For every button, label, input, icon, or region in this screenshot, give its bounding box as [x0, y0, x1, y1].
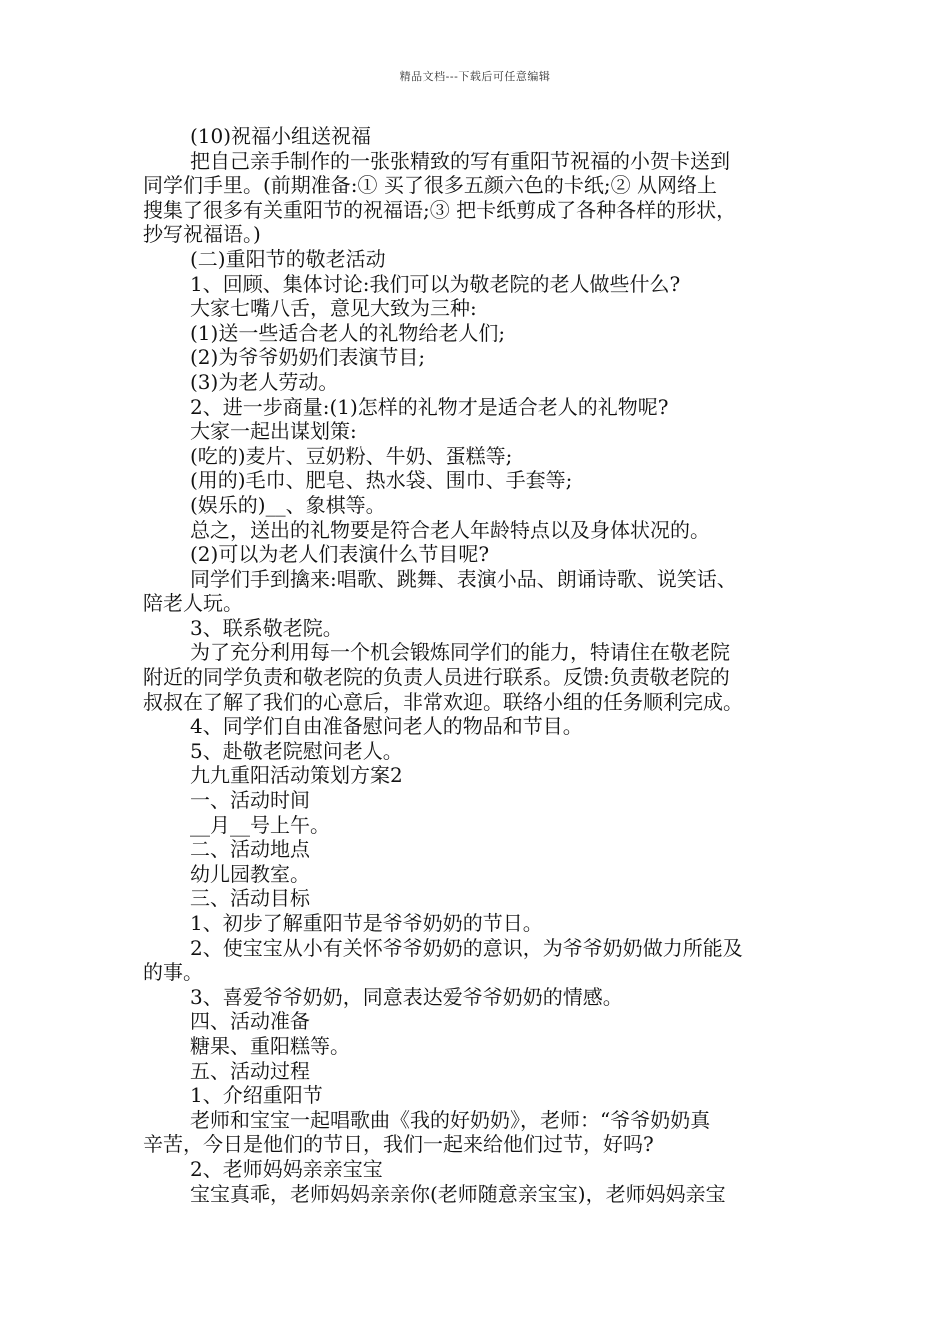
- text-line: 老师和宝宝一起唱歌曲《我的好奶奶》，老师：“爷爷奶奶真: [190, 1107, 711, 1132]
- text-line: 3、联系敬老院。: [190, 615, 343, 640]
- text-line: 5、赴敬老院慰问老人。: [190, 738, 403, 763]
- text-line: (2)可以为老人们表演什么节目呢?: [190, 542, 490, 567]
- text-line: 五、活动过程: [190, 1058, 310, 1083]
- text-line: __月__号上午。: [190, 812, 330, 837]
- text-line: 三、活动目标: [190, 886, 310, 911]
- text-line: 糖果、重阳糕等。: [190, 1033, 350, 1058]
- text-line: (1)送一些适合老人的礼物给老人们;: [190, 320, 506, 345]
- text-line: 大家一起出谋划策:: [190, 419, 357, 444]
- text-line: (娱乐的)__、象棋等。: [190, 492, 386, 517]
- text-line: 抄写祝福语。): [143, 222, 261, 247]
- text-line: (吃的)麦片、豆奶粉、牛奶、蛋糕等;: [190, 443, 513, 468]
- text-line: 同学们手里。(前期准备:① 买了很多五颜六色的卡纸;② 从网络上: [143, 173, 717, 198]
- text-line: 1、介绍重阳节: [190, 1083, 323, 1108]
- text-line: 二、活动地点: [190, 837, 310, 862]
- text-line: 大家七嘴八舌，意见大致为三种:: [190, 296, 477, 321]
- text-line: 的事。: [143, 960, 203, 985]
- text-line: 幼儿园教室。: [190, 861, 310, 886]
- text-line: 2、老师妈妈亲亲宝宝: [190, 1156, 383, 1181]
- text-line: 九九重阳活动策划方案2: [190, 763, 403, 788]
- text-line: 1、初步了解重阳节是爷爷奶奶的节日。: [190, 911, 543, 935]
- text-line: 为了充分利用每一个机会锻炼同学们的能力，特请住在敬老院: [190, 640, 730, 665]
- text-line: 一、活动时间: [190, 788, 310, 813]
- text-line: (用的)毛巾、肥皂、热水袋、围巾、手套等;: [190, 468, 573, 493]
- text-line: 3、喜爱爷爷奶奶，同意表达爱爷爷奶奶的情感。: [190, 984, 623, 1009]
- text-line: 宝宝真乖，老师妈妈亲亲你(老师随意亲宝宝)，老师妈妈亲宝: [190, 1181, 726, 1206]
- text-line: 把自己亲手制作的一张张精致的写有重阳节祝福的小贺卡送到: [190, 148, 730, 173]
- text-line: 2、进一步商量:(1)怎样的礼物才是适合老人的礼物呢?: [190, 394, 669, 419]
- text-line: 1、回顾、集体讨论:我们可以为敬老院的老人做些什么?: [190, 271, 681, 296]
- text-line: (10)祝福小组送祝福: [190, 124, 372, 148]
- text-line: 2、使宝宝从小有关怀爷爷奶奶的意识，为爷爷奶奶做力所能及: [190, 935, 743, 960]
- text-line: (3)为老人劳动。: [190, 369, 339, 394]
- text-line: 陪老人玩。: [143, 591, 243, 616]
- text-line: 同学们手到擒来:唱歌、跳舞、表演小品、朗诵诗歌、说笑话、: [190, 566, 737, 591]
- text-line: 搜集了很多有关重阳节的祝福语;③ 把卡纸剪成了各种各样的形状，: [143, 197, 737, 222]
- text-line: 4、同学们自由准备慰问老人的物品和节目。: [190, 714, 583, 739]
- text-line: (2)为爷爷奶奶们表演节目;: [190, 345, 426, 370]
- text-line: 叔叔在了解了我们的心意后，非常欢迎。联络小组的任务顺利完成。: [143, 689, 743, 714]
- text-line: 四、活动准备: [190, 1009, 310, 1034]
- text-line: 附近的同学负责和敬老院的负责人员进行联系。反馈:负责敬老院的: [143, 665, 730, 690]
- page-header: 精品文档---下载后可任意编辑: [399, 70, 551, 83]
- text-line: (二)重阳节的敬老活动: [190, 246, 386, 271]
- text-line: 辛苦，今日是他们的节日，我们一起来给他们过节，好吗?: [143, 1132, 654, 1157]
- document-body: [143, 124, 823, 1206]
- text-line: 总之，送出的礼物要是符合老人年龄特点以及身体状况的。: [190, 517, 710, 542]
